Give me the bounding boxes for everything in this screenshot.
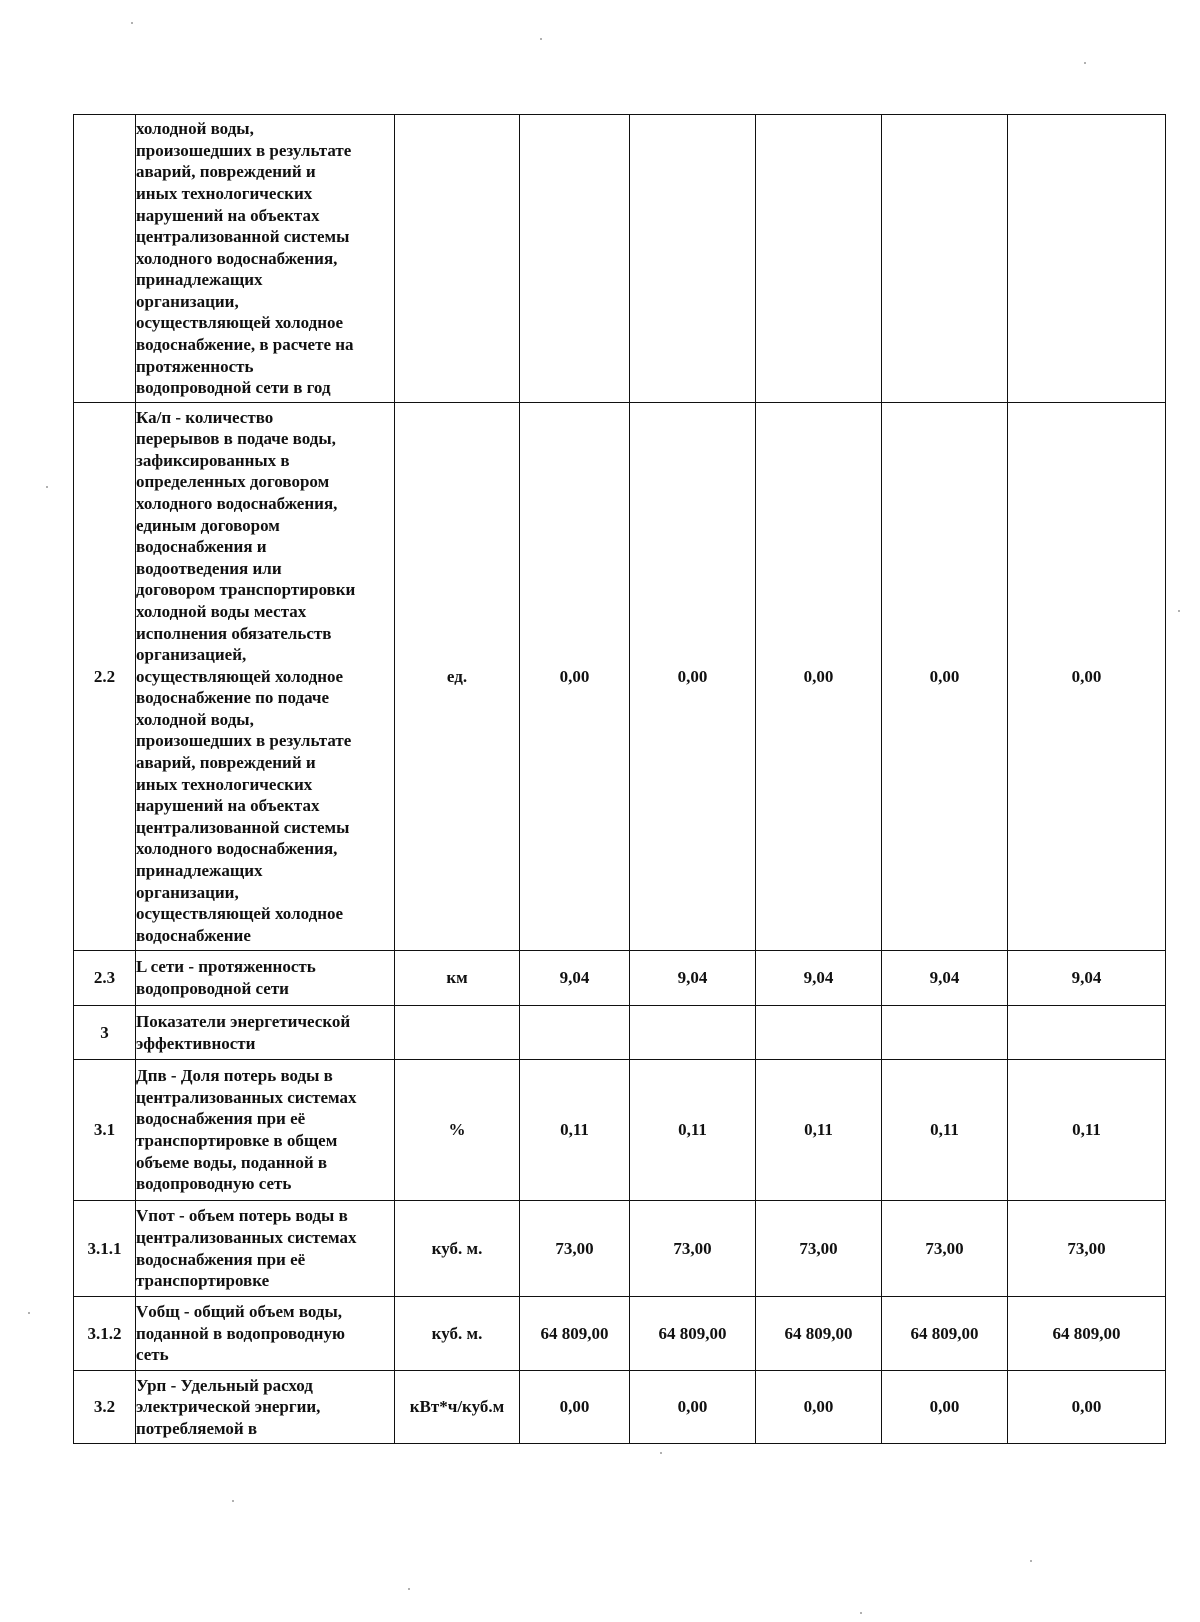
row-unit: км <box>395 951 520 1006</box>
row-value-5 <box>1008 1006 1166 1060</box>
table-row-3 <box>74 1006 1166 1060</box>
row-value-2: 0,00 <box>630 1371 756 1444</box>
row-value-5: 0,00 <box>1008 1371 1166 1444</box>
table-row-3-1-1 <box>74 1201 1166 1297</box>
row-value-2 <box>630 115 756 403</box>
scan-speck <box>46 486 48 488</box>
row-value-4: 9,04 <box>882 951 1008 1006</box>
row-value-3 <box>756 115 882 403</box>
scan-speck <box>540 38 542 40</box>
row-value-5: 64 809,00 <box>1008 1297 1166 1371</box>
row-value-2: 0,11 <box>630 1060 756 1201</box>
row-value-4: 0,00 <box>882 403 1008 951</box>
row-description: Урп - Удельный расход электрической энергии, потребляемой в <box>136 1371 395 1444</box>
row-number: 3.1.1 <box>74 1201 136 1297</box>
row-unit: ед. <box>395 403 520 951</box>
scan-speck <box>28 1312 30 1314</box>
row-description: Показатели энергетической эффективности <box>136 1006 395 1060</box>
row-value-3: 0,11 <box>756 1060 882 1201</box>
row-unit: куб. м. <box>395 1297 520 1371</box>
row-description: холодной воды, произошедших в результате аварий, повреждений и иных технологических нарушений на объектах централизованной системы холодного водоснабжения, принадлежащих организации, осуществляющей холодное водоснабжение, в расчете на протяженность водопроводной сети в год <box>136 115 395 403</box>
row-value-5: 9,04 <box>1008 951 1166 1006</box>
row-value-4 <box>882 115 1008 403</box>
table-row-3-2 <box>74 1371 1166 1444</box>
row-value-3 <box>756 1006 882 1060</box>
row-number: 3.1.2 <box>74 1297 136 1371</box>
row-number: 2.3 <box>74 951 136 1006</box>
row-value-1 <box>520 1006 630 1060</box>
scan-speck <box>232 1500 234 1502</box>
row-value-4: 64 809,00 <box>882 1297 1008 1371</box>
row-value-5 <box>1008 115 1166 403</box>
scan-speck <box>1030 1560 1032 1562</box>
scan-speck <box>1084 62 1086 64</box>
table-row-2-3 <box>74 951 1166 1006</box>
row-value-1: 9,04 <box>520 951 630 1006</box>
row-value-4: 0,00 <box>882 1371 1008 1444</box>
scan-speck <box>408 1588 410 1590</box>
row-value-4: 0,11 <box>882 1060 1008 1201</box>
row-value-3: 0,00 <box>756 1371 882 1444</box>
row-number <box>74 115 136 403</box>
row-value-4 <box>882 1006 1008 1060</box>
table-row-3-1-2 <box>74 1297 1166 1371</box>
scan-speck <box>131 22 133 24</box>
row-description: L сети - протяженность водопроводной сети <box>136 951 395 1006</box>
row-value-2: 9,04 <box>630 951 756 1006</box>
row-unit: куб. м. <box>395 1201 520 1297</box>
row-value-5: 73,00 <box>1008 1201 1166 1297</box>
row-number: 3.1 <box>74 1060 136 1201</box>
scan-speck <box>1178 610 1180 612</box>
row-value-3: 64 809,00 <box>756 1297 882 1371</box>
row-value-4: 73,00 <box>882 1201 1008 1297</box>
row-description: Ка/п - количество перерывов в подаче воды, зафиксированных в определенных договором холодного водоснабжения, единым договором водоснабжения и водоотведения или договором транспортировки холодной воды местах исполнения обязательств организацией, осуществляющей холодное водоснабжение по подаче холодной воды, произошедших в результате аварий, повреждений и иных технологических нарушений на объектах централизованной системы холодного водоснабжения, принадлежащих организации, осуществляющей холодное водоснабжение <box>136 403 395 951</box>
indicators-table <box>73 114 1166 1444</box>
row-value-3: 0,00 <box>756 403 882 951</box>
row-value-1: 73,00 <box>520 1201 630 1297</box>
row-value-5: 0,11 <box>1008 1060 1166 1201</box>
row-value-2: 64 809,00 <box>630 1297 756 1371</box>
row-value-2 <box>630 1006 756 1060</box>
row-unit <box>395 1006 520 1060</box>
row-value-1: 0,11 <box>520 1060 630 1201</box>
row-unit <box>395 115 520 403</box>
table-row-2-2 <box>74 403 1166 951</box>
row-value-3: 73,00 <box>756 1201 882 1297</box>
table-row-3-1 <box>74 1060 1166 1201</box>
row-number: 3 <box>74 1006 136 1060</box>
row-value-1: 0,00 <box>520 403 630 951</box>
row-unit: % <box>395 1060 520 1201</box>
row-value-2: 0,00 <box>630 403 756 951</box>
row-value-5: 0,00 <box>1008 403 1166 951</box>
row-value-1 <box>520 115 630 403</box>
row-description: Vпот - объем потерь воды в централизованных системах водоснабжения при её транспортировке <box>136 1201 395 1297</box>
row-unit: кВт*ч/куб.м <box>395 1371 520 1444</box>
row-description: Vобщ - общий объем воды, поданной в водопроводную сеть <box>136 1297 395 1371</box>
row-value-2: 73,00 <box>630 1201 756 1297</box>
row-number: 2.2 <box>74 403 136 951</box>
row-description: Дпв - Доля потерь воды в централизованных системах водоснабжения при её транспортировке в общем объеме воды, поданной в водопроводную сеть <box>136 1060 395 1201</box>
scan-speck <box>660 1452 662 1454</box>
scan-speck <box>860 1612 862 1614</box>
row-value-3: 9,04 <box>756 951 882 1006</box>
row-value-1: 64 809,00 <box>520 1297 630 1371</box>
row-value-1: 0,00 <box>520 1371 630 1444</box>
row-number: 3.2 <box>74 1371 136 1444</box>
table-row-continuation <box>74 115 1166 403</box>
